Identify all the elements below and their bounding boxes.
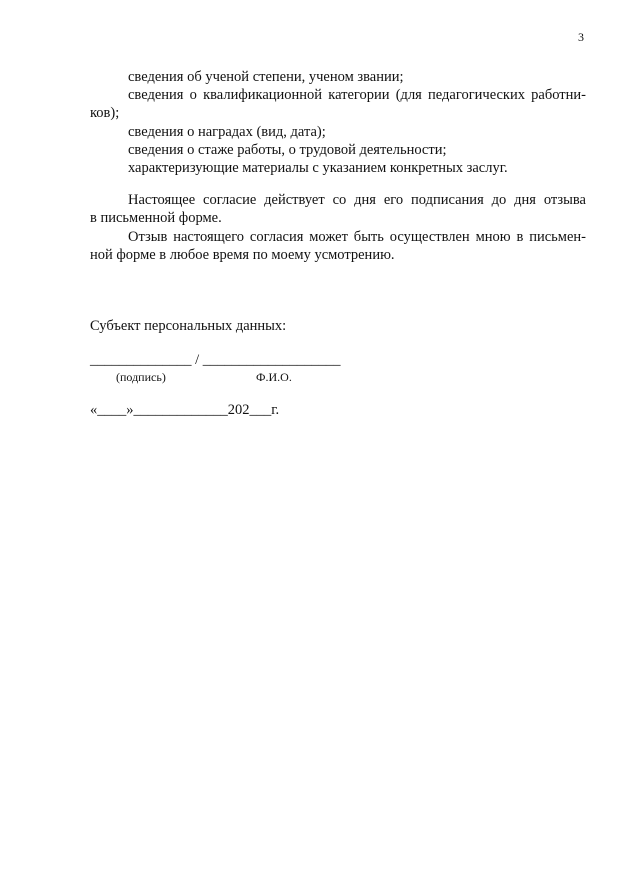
date-field: «____»_____________202___г. xyxy=(90,402,280,418)
list-item-continuation: ков); xyxy=(90,105,120,122)
signature-hint: (подпись) xyxy=(116,370,166,384)
signature-field: ______________ / ___________________ xyxy=(90,352,341,368)
paragraph-line: Отзыв настоящего согласия может быть осуществлен мною в письмен- xyxy=(128,228,586,245)
list-item: сведения о стаже работы, о трудовой деятельности; xyxy=(128,141,447,158)
list-item: характеризующие материалы с указанием конкретных заслуг. xyxy=(128,159,508,176)
paragraph-line: Настоящее согласие действует со дня его подписания до дня отзыва xyxy=(128,192,586,209)
fio-hint: Ф.И.О. xyxy=(256,370,292,384)
list-item: сведения о наградах (вид, дата); xyxy=(128,123,326,140)
page-number: 3 xyxy=(578,30,584,44)
paragraph-line: в письменной форме. xyxy=(90,210,222,227)
list-item: сведения о квалификационной категории (для педагогических работни- xyxy=(128,87,586,104)
paragraph-gap xyxy=(90,177,586,191)
list-item: сведения об ученой степени, ученом звании; xyxy=(128,69,404,85)
document-body xyxy=(90,68,586,264)
paragraph-line: ной форме в любое время по моему усмотрению. xyxy=(90,246,395,263)
subject-label: Субъект персональных данных: xyxy=(90,318,287,334)
